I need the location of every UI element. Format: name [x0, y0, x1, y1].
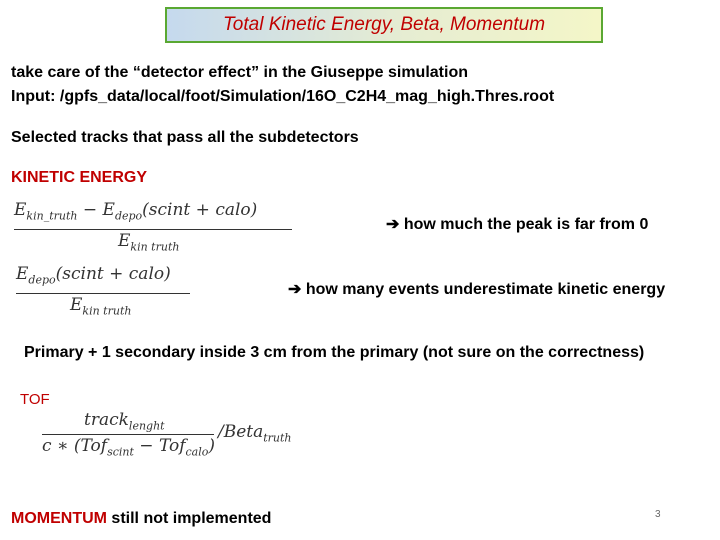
formula2-denominator: $E_{kin truth}$ — [70, 295, 132, 318]
tof-formula — [42, 408, 332, 464]
primary-secondary-text: Primary + 1 secondary inside 3 cm from the primary (not sure on the correctness) — [24, 344, 645, 361]
intro-line-2: Input: /gpfs_data/local/foot/Simulation/16O_C2H4_mag_high.Thres.root — [11, 88, 555, 105]
depo-fraction-formula — [16, 264, 196, 320]
kinetic-fraction-formula — [14, 200, 299, 256]
formula1-numerator: $E_{kin\_truth}$ − $E_{depo}(scint$ + calo) — [14, 200, 258, 223]
momentum-word: MOMENTUM — [11, 510, 107, 527]
formula1-fraction-bar — [14, 229, 292, 230]
momentum-rest: still not implemented — [106, 510, 272, 527]
arrow-note-1: ➔ how much the peak is far from 0 — [386, 216, 649, 233]
page-number: 3 — [655, 509, 661, 520]
kinetic-energy-heading: KINETIC ENERGY — [11, 169, 148, 186]
formula1-denominator: $E_{kin truth}$ — [118, 231, 180, 254]
formula2-fraction-bar — [16, 293, 190, 294]
arrow-note-2: ➔ how many events underestimate kinetic energy — [288, 281, 666, 298]
formula3-denominator: c ∗ (Tof$_{scint}$ − Tof$_{calo}$) — [42, 436, 216, 459]
selected-tracks-text: Selected tracks that pass all the subdetectors — [11, 129, 359, 146]
formula2-numerator: $E_{depo}(scint$ + calo) — [16, 264, 171, 287]
slide-title-box — [165, 7, 603, 43]
momentum-line — [11, 510, 271, 528]
tof-heading: TOF — [20, 391, 50, 408]
formula3-numerator: track$_{lenght}$ — [84, 410, 165, 433]
right-arrow-icon: ➔ — [288, 281, 302, 298]
slide-title: Total Kinetic Energy, Beta, Momentum — [222, 14, 546, 35]
formula3-fraction-bar — [42, 434, 214, 435]
intro-line-1: take care of the “detector effect” in the Giuseppe simulation — [11, 64, 468, 81]
right-arrow-icon: ➔ — [386, 216, 400, 233]
formula3-beta: /Beta$_{truth}$ — [218, 422, 292, 445]
